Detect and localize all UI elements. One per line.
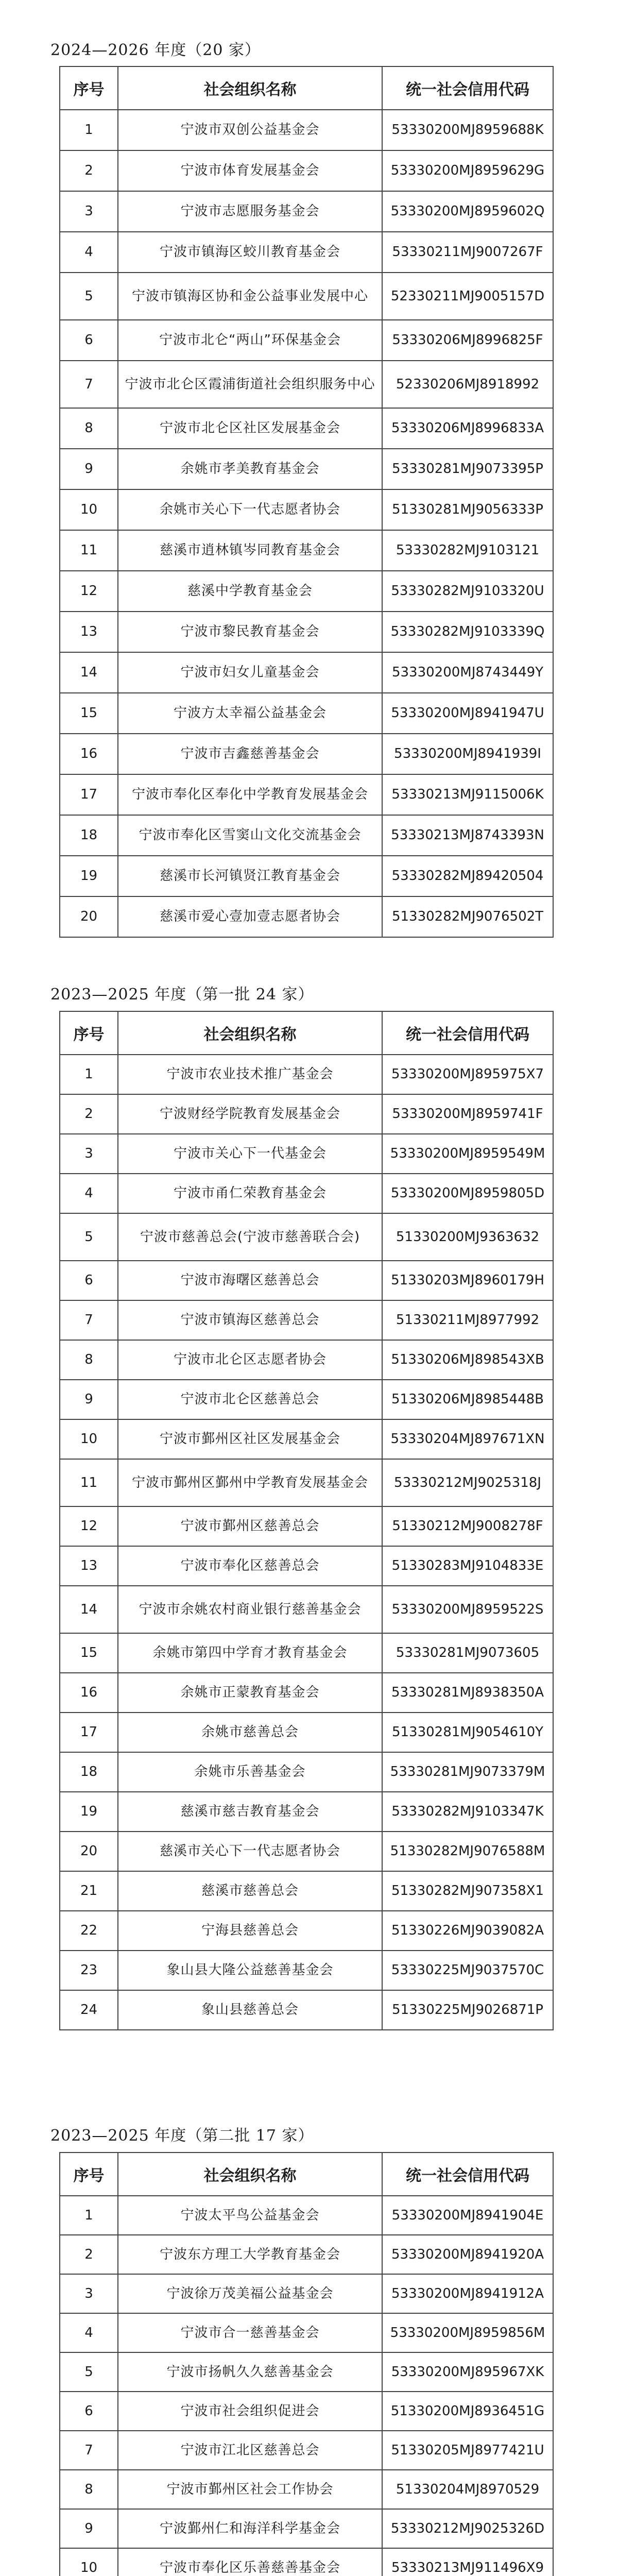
table-row xyxy=(60,1340,553,1380)
table-row xyxy=(60,408,553,449)
row-number: 1 xyxy=(60,1055,118,1094)
org-name: 余姚市关心下一代志愿者协会 xyxy=(118,489,382,530)
credit-code: 51330200MJ9363632 xyxy=(382,1213,553,1261)
row-number: 7 xyxy=(60,1300,118,1340)
org-name: 慈溪市关心下一代志愿者协会 xyxy=(118,1832,382,1871)
credit-code: 53330282MJ89420504 xyxy=(382,856,553,896)
table-row xyxy=(60,774,553,815)
table-row xyxy=(60,1951,553,1990)
table-row xyxy=(60,1094,553,1134)
credit-code: 53330206MJ8996825F xyxy=(382,320,553,361)
credit-code: 51330226MJ9039082A xyxy=(382,1911,553,1951)
section-title-2024: 2024—2026 年度（20 家） xyxy=(50,41,261,59)
table-row xyxy=(60,1174,553,1213)
org-name: 宁海县慈善总会 xyxy=(118,1911,382,1951)
credit-code: 53330200MJ8743449Y xyxy=(382,652,553,693)
credit-code: 53330211MJ9007267F xyxy=(382,232,553,273)
row-number: 19 xyxy=(60,1792,118,1832)
table-row xyxy=(60,320,553,361)
row-number: 4 xyxy=(60,1174,118,1213)
table-row xyxy=(60,1990,553,2030)
row-number: 9 xyxy=(60,1380,118,1419)
row-number: 15 xyxy=(60,693,118,734)
credit-code: 53330282MJ9103347K xyxy=(382,1792,553,1832)
credit-code: 53330200MJ8959805D xyxy=(382,1174,553,1213)
org-name: 宁波市黎民教育基金会 xyxy=(118,612,382,652)
org-name: 宁波市江北区慈善总会 xyxy=(118,2431,382,2470)
table-row xyxy=(60,449,553,489)
credit-code: 53330206MJ8996833A xyxy=(382,408,553,449)
table-row xyxy=(60,734,553,774)
org-name: 余姚市乐善基金会 xyxy=(118,1752,382,1792)
row-number: 9 xyxy=(60,2509,118,2548)
table-row xyxy=(60,273,553,320)
credit-code: 51330225MJ9026871P xyxy=(382,1990,553,2030)
table-row xyxy=(60,1261,553,1300)
row-number: 2 xyxy=(60,1094,118,1134)
row-number: 23 xyxy=(60,1951,118,1990)
credit-code: 53330200MJ8959629G xyxy=(382,150,553,191)
section-title-2023-batch2: 2023—2025 年度（第二批 17 家） xyxy=(50,2127,314,2145)
table-row xyxy=(60,1871,553,1911)
credit-code: 53330200MJ8959522S xyxy=(382,1586,553,1633)
row-number: 21 xyxy=(60,1871,118,1911)
credit-code: 53330282MJ9103121 xyxy=(382,530,553,571)
org-name: 宁波市奉化区慈善总会 xyxy=(118,1546,382,1586)
row-number: 4 xyxy=(60,232,118,273)
credit-code: 51330283MJ9104833E xyxy=(382,1546,553,1586)
header-name: 社会组织名称 xyxy=(118,1011,382,1055)
table-row xyxy=(60,1055,553,1094)
row-number: 5 xyxy=(60,2352,118,2392)
table-2023-batch2 xyxy=(59,2152,554,2576)
table-row xyxy=(60,1213,553,1261)
org-name: 宁波市镇海区蛟川教育基金会 xyxy=(118,232,382,273)
row-number: 7 xyxy=(60,361,118,408)
credit-code: 52330206MJ8918992 xyxy=(382,361,553,408)
table-row xyxy=(60,815,553,856)
table-row xyxy=(60,1419,553,1459)
credit-code: 53330225MJ9037570C xyxy=(382,1951,553,1990)
credit-code: 53330212MJ9025326D xyxy=(382,2509,553,2548)
org-name: 宁波市鄞州区慈善总会 xyxy=(118,1506,382,1546)
row-number: 12 xyxy=(60,1506,118,1546)
org-name: 慈溪市爱心壹加壹志愿者协会 xyxy=(118,896,382,937)
row-number: 5 xyxy=(60,1213,118,1261)
org-name: 宁波市体育发展基金会 xyxy=(118,150,382,191)
table-row xyxy=(60,896,553,937)
row-number: 6 xyxy=(60,2392,118,2431)
table-row xyxy=(60,2196,553,2235)
table-row xyxy=(60,652,553,693)
table-row xyxy=(60,1832,553,1871)
credit-code: 52330211MJ9005157D xyxy=(382,273,553,320)
row-number: 14 xyxy=(60,652,118,693)
org-name: 余姚市孝美教育基金会 xyxy=(118,449,382,489)
row-number: 22 xyxy=(60,1911,118,1951)
credit-code: 53330281MJ9073605 xyxy=(382,1633,553,1673)
table-row xyxy=(60,571,553,612)
table-row xyxy=(60,1633,553,1673)
header-no: 序号 xyxy=(60,2153,118,2196)
org-name: 宁波市鄞州区社会工作协会 xyxy=(118,2470,382,2509)
org-name: 宁波市妇女儿童基金会 xyxy=(118,652,382,693)
credit-code: 51330212MJ9008278F xyxy=(382,1506,553,1546)
org-name: 慈溪市逍林镇岑同教育基金会 xyxy=(118,530,382,571)
header-no: 序号 xyxy=(60,1011,118,1055)
table-row xyxy=(60,2313,553,2352)
row-number: 18 xyxy=(60,1752,118,1792)
table-row xyxy=(60,2548,553,2576)
row-number: 8 xyxy=(60,1340,118,1380)
row-number: 17 xyxy=(60,774,118,815)
org-name: 宁波市社会组织促进会 xyxy=(118,2392,382,2431)
table-row xyxy=(60,2470,553,2509)
org-name: 慈溪市慈善总会 xyxy=(118,1871,382,1911)
row-number: 10 xyxy=(60,489,118,530)
org-name: 余姚市第四中学育才教育基金会 xyxy=(118,1633,382,1673)
credit-code: 53330200MJ8941939I xyxy=(382,734,553,774)
table-row xyxy=(60,2431,553,2470)
row-number: 8 xyxy=(60,408,118,449)
org-name: 象山县大隆公益慈善基金会 xyxy=(118,1951,382,1990)
credit-code: 53330281MJ8938350A xyxy=(382,1673,553,1713)
org-name: 宁波市鄞州区社区发展基金会 xyxy=(118,1419,382,1459)
org-name: 象山县慈善总会 xyxy=(118,1990,382,2030)
row-number: 11 xyxy=(60,530,118,571)
row-number: 8 xyxy=(60,2470,118,2509)
credit-code: 51330200MJ8936451G xyxy=(382,2392,553,2431)
table-row xyxy=(60,612,553,652)
section-title-2023-batch1: 2023—2025 年度（第一批 24 家） xyxy=(50,986,314,1004)
org-name: 宁波东方理工大学教育基金会 xyxy=(118,2235,382,2274)
credit-code: 53330200MJ8941912A xyxy=(382,2274,553,2313)
header-code: 统一社会信用代码 xyxy=(382,1011,553,1055)
credit-code: 53330200MJ8941904E xyxy=(382,2196,553,2235)
table-row xyxy=(60,1752,553,1792)
table-row xyxy=(60,150,553,191)
credit-code: 51330203MJ8960179H xyxy=(382,1261,553,1300)
org-name: 宁波市镇海区慈善总会 xyxy=(118,1300,382,1340)
row-number: 2 xyxy=(60,2235,118,2274)
credit-code: 51330205MJ8977421U xyxy=(382,2431,553,2470)
org-name: 宁波方太幸福公益基金会 xyxy=(118,693,382,734)
table-row xyxy=(60,1134,553,1174)
table-row xyxy=(60,1911,553,1951)
credit-code: 51330206MJ8985448B xyxy=(382,1380,553,1419)
org-name: 宁波市奉化区雪窦山文化交流基金会 xyxy=(118,815,382,856)
org-name: 宁波市北仑区霞浦街道社会组织服务中心 xyxy=(118,361,382,408)
org-name: 宁波徐万茂美福公益基金会 xyxy=(118,2274,382,2313)
table-row xyxy=(60,1713,553,1752)
credit-code: 53330213MJ911496X9 xyxy=(382,2548,553,2576)
credit-code: 53330200MJ8941947U xyxy=(382,693,553,734)
row-number: 14 xyxy=(60,1586,118,1633)
row-number: 6 xyxy=(60,1261,118,1300)
org-name: 宁波市慈善总会(宁波市慈善联合会) xyxy=(118,1213,382,1261)
table-row xyxy=(60,361,553,408)
header-code: 统一社会信用代码 xyxy=(382,2153,553,2196)
row-number: 1 xyxy=(60,110,118,150)
row-number: 3 xyxy=(60,2274,118,2313)
row-number: 16 xyxy=(60,1673,118,1713)
credit-code: 53330200MJ8959602Q xyxy=(382,191,553,232)
org-name: 宁波财经学院教育发展基金会 xyxy=(118,1094,382,1134)
org-name: 宁波市北仑区社区发展基金会 xyxy=(118,408,382,449)
row-number: 18 xyxy=(60,815,118,856)
table-row xyxy=(60,2235,553,2274)
row-number: 13 xyxy=(60,612,118,652)
table-row xyxy=(60,1459,553,1506)
credit-code: 51330281MJ9056333P xyxy=(382,489,553,530)
table-2024 xyxy=(59,66,554,938)
org-name: 宁波鄞州仁和海洋科学基金会 xyxy=(118,2509,382,2548)
header-no: 序号 xyxy=(60,66,118,110)
org-name: 宁波市吉鑫慈善基金会 xyxy=(118,734,382,774)
org-name: 慈溪市慈吉教育基金会 xyxy=(118,1792,382,1832)
credit-code: 53330212MJ9025318J xyxy=(382,1459,553,1506)
org-name: 宁波市奉化区乐善慈善基金会 xyxy=(118,2548,382,2576)
org-name: 宁波市北仑区志愿者协会 xyxy=(118,1340,382,1380)
credit-code: 51330204MJ8970529 xyxy=(382,2470,553,2509)
org-name: 慈溪市长河镇贤江教育基金会 xyxy=(118,856,382,896)
credit-code: 53330200MJ895975X7 xyxy=(382,1055,553,1094)
row-number: 12 xyxy=(60,571,118,612)
table-row xyxy=(60,1300,553,1340)
row-number: 13 xyxy=(60,1546,118,1586)
credit-code: 53330200MJ8959549M xyxy=(382,1134,553,1174)
org-name: 宁波市农业技术推广基金会 xyxy=(118,1055,382,1094)
credit-code: 51330282MJ907358X1 xyxy=(382,1871,553,1911)
table-2023-batch1 xyxy=(59,1011,554,2030)
row-number: 3 xyxy=(60,1134,118,1174)
table-row xyxy=(60,2392,553,2431)
table-row xyxy=(60,232,553,273)
row-number: 4 xyxy=(60,2313,118,2352)
credit-code: 53330281MJ9073395P xyxy=(382,449,553,489)
org-name: 宁波市双创公益基金会 xyxy=(118,110,382,150)
table-row xyxy=(60,2509,553,2548)
table-row xyxy=(60,110,553,150)
credit-code: 53330200MJ8959856M xyxy=(382,2313,553,2352)
table-row xyxy=(60,2274,553,2313)
org-name: 余姚市慈善总会 xyxy=(118,1713,382,1752)
credit-code: 51330206MJ898543XB xyxy=(382,1340,553,1380)
row-number: 9 xyxy=(60,449,118,489)
credit-code: 51330282MJ9076588M xyxy=(382,1832,553,1871)
credit-code: 53330282MJ9103320U xyxy=(382,571,553,612)
row-number: 20 xyxy=(60,1832,118,1871)
row-number: 3 xyxy=(60,191,118,232)
credit-code: 51330281MJ9054610Y xyxy=(382,1713,553,1752)
org-name: 宁波市余姚农村商业银行慈善基金会 xyxy=(118,1586,382,1633)
row-number: 16 xyxy=(60,734,118,774)
row-number: 5 xyxy=(60,273,118,320)
credit-code: 53330200MJ8941920A xyxy=(382,2235,553,2274)
row-number: 6 xyxy=(60,320,118,361)
org-name: 宁波太平鸟公益基金会 xyxy=(118,2196,382,2235)
org-name: 宁波市甬仁荣教育基金会 xyxy=(118,1174,382,1213)
row-number: 17 xyxy=(60,1713,118,1752)
row-number: 10 xyxy=(60,1419,118,1459)
row-number: 7 xyxy=(60,2431,118,2470)
table-row xyxy=(60,693,553,734)
header-code: 统一社会信用代码 xyxy=(382,66,553,110)
org-name: 宁波市鄞州区鄞州中学教育发展基金会 xyxy=(118,1459,382,1506)
table-row xyxy=(60,530,553,571)
table-row xyxy=(60,2352,553,2392)
org-name: 宁波市合一慈善基金会 xyxy=(118,2313,382,2352)
table-row xyxy=(60,1792,553,1832)
org-name: 宁波市海曙区慈善总会 xyxy=(118,1261,382,1300)
credit-code: 53330213MJ9115006K xyxy=(382,774,553,815)
credit-code: 53330213MJ8743393N xyxy=(382,815,553,856)
row-number: 11 xyxy=(60,1459,118,1506)
table-row xyxy=(60,856,553,896)
row-number: 10 xyxy=(60,2548,118,2576)
org-name: 宁波市奉化区奉化中学教育发展基金会 xyxy=(118,774,382,815)
org-name: 宁波市北仑区慈善总会 xyxy=(118,1380,382,1419)
credit-code: 53330204MJ897671XN xyxy=(382,1419,553,1459)
credit-code: 53330200MJ8959688K xyxy=(382,110,553,150)
row-number: 24 xyxy=(60,1990,118,2030)
row-number: 20 xyxy=(60,896,118,937)
table-row xyxy=(60,1506,553,1546)
credit-code: 53330200MJ8959741F xyxy=(382,1094,553,1134)
table-row xyxy=(60,489,553,530)
table-row xyxy=(60,191,553,232)
header-name: 社会组织名称 xyxy=(118,66,382,110)
table-row xyxy=(60,1546,553,1586)
credit-code: 53330281MJ9073379M xyxy=(382,1752,553,1792)
org-name: 宁波市关心下一代基金会 xyxy=(118,1134,382,1174)
org-name: 宁波市北仑“两山”环保基金会 xyxy=(118,320,382,361)
org-name: 宁波市镇海区协和金公益事业发展中心 xyxy=(118,273,382,320)
org-name: 宁波市志愿服务基金会 xyxy=(118,191,382,232)
credit-code: 53330200MJ895967XK xyxy=(382,2352,553,2392)
table-row xyxy=(60,1380,553,1419)
table-row xyxy=(60,1586,553,1633)
row-number: 19 xyxy=(60,856,118,896)
credit-code: 51330211MJ8977992 xyxy=(382,1300,553,1340)
org-name: 余姚市正蒙教育基金会 xyxy=(118,1673,382,1713)
row-number: 15 xyxy=(60,1633,118,1673)
credit-code: 53330282MJ9103339Q xyxy=(382,612,553,652)
header-name: 社会组织名称 xyxy=(118,2153,382,2196)
row-number: 1 xyxy=(60,2196,118,2235)
org-name: 慈溪中学教育基金会 xyxy=(118,571,382,612)
org-name: 宁波市扬帆久久慈善基金会 xyxy=(118,2352,382,2392)
credit-code: 51330282MJ9076502T xyxy=(382,896,553,937)
table-row xyxy=(60,1673,553,1713)
row-number: 2 xyxy=(60,150,118,191)
